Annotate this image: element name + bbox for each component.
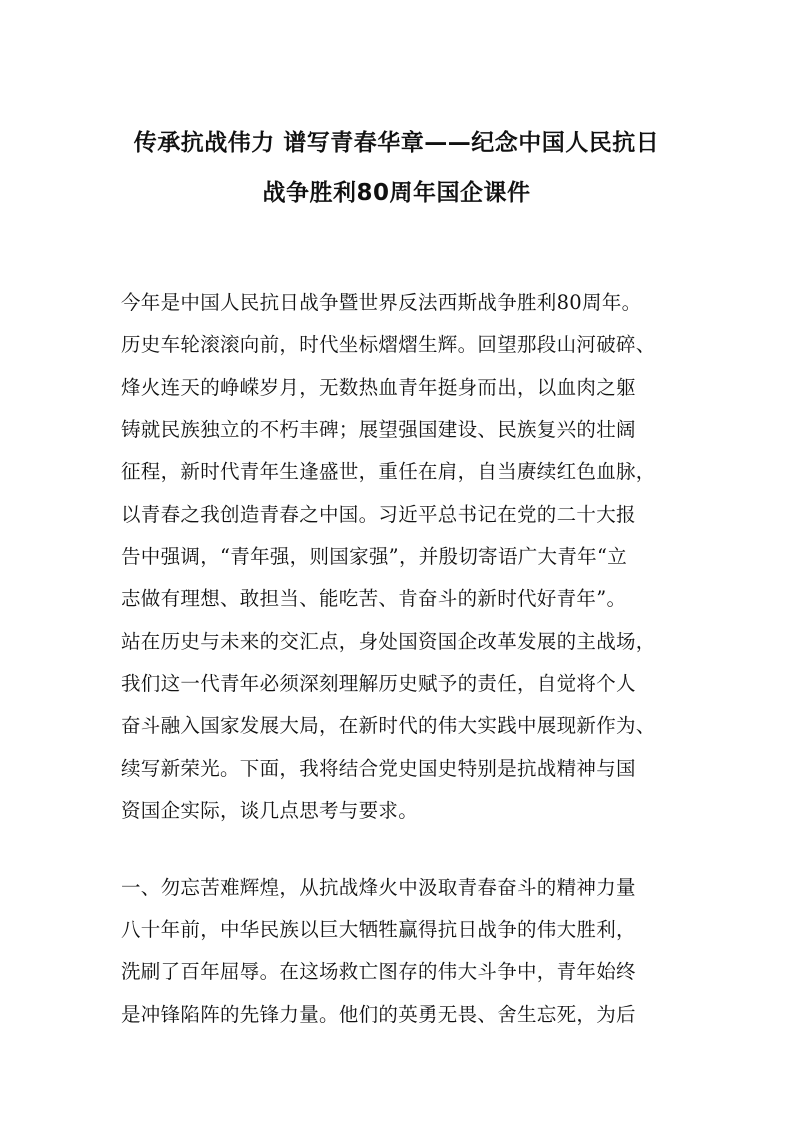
paragraph-line: 以青春之我创造青春之中国。习近平总书记在党的二十大报 [121, 503, 636, 526]
paragraph-line: 是冲锋陷阵的先锋力量。他们的英勇无畏、舍生忘死，为后 [121, 1003, 636, 1026]
paragraph-line: 续写新荣光。下面，我将结合党史国史特别是抗战精神与国 [121, 757, 636, 780]
paragraph-line: 我们这一代青年必须深刻理解历史赋予的责任，自觉将个人 [121, 672, 636, 695]
document-title-line-2: 战争胜利80周年国企课件 [262, 180, 531, 206]
paragraph-line: 征程，新时代青年生逢盛世，重任在肩，自当赓续红色血脉， [121, 460, 656, 483]
document-title-line-1: 传承抗战伟力 谱写青春华章——纪念中国人民抗日 [133, 130, 660, 156]
paragraph-line: 历史车轮滚滚向前，时代坐标熠熠生辉。回望那段山河破碎、 [121, 333, 656, 356]
paragraph-line: 站在历史与未来的交汇点，身处国资国企改革发展的主战场， [121, 630, 656, 653]
paragraph-line: 铸就民族独立的不朽丰碑；展望强国建设、民族复兴的壮阔 [121, 418, 636, 441]
paragraph-line: 烽火连天的峥嵘岁月，无数热血青年挺身而出，以血肉之躯 [121, 376, 636, 399]
section-heading: 一、勿忘苦难辉煌，从抗战烽火中汲取青春奋斗的精神力量 [121, 876, 636, 899]
paragraph-line: 今年是中国人民抗日战争暨世界反法西斯战争胜利80周年。 [121, 291, 642, 314]
paragraph-line: 告中强调，“青年强，则国家强”，并殷切寄语广大青年“立 [121, 545, 628, 568]
paragraph-line: 资国企实际，谈几点思考与要求。 [121, 799, 419, 822]
paragraph-line: 奋斗融入国家发展大局，在新时代的伟大实践中展现新作为、 [121, 714, 656, 737]
paragraph-line: 志做有理想、敢担当、能吃苦、肯奋斗的新时代好青年”。 [121, 587, 627, 610]
paragraph-line: 八十年前，中华民族以巨大牺牲赢得抗日战争的伟大胜利， [121, 918, 636, 941]
paragraph-line: 洗刷了百年屈辱。在这场救亡图存的伟大斗争中，青年始终 [121, 960, 636, 983]
